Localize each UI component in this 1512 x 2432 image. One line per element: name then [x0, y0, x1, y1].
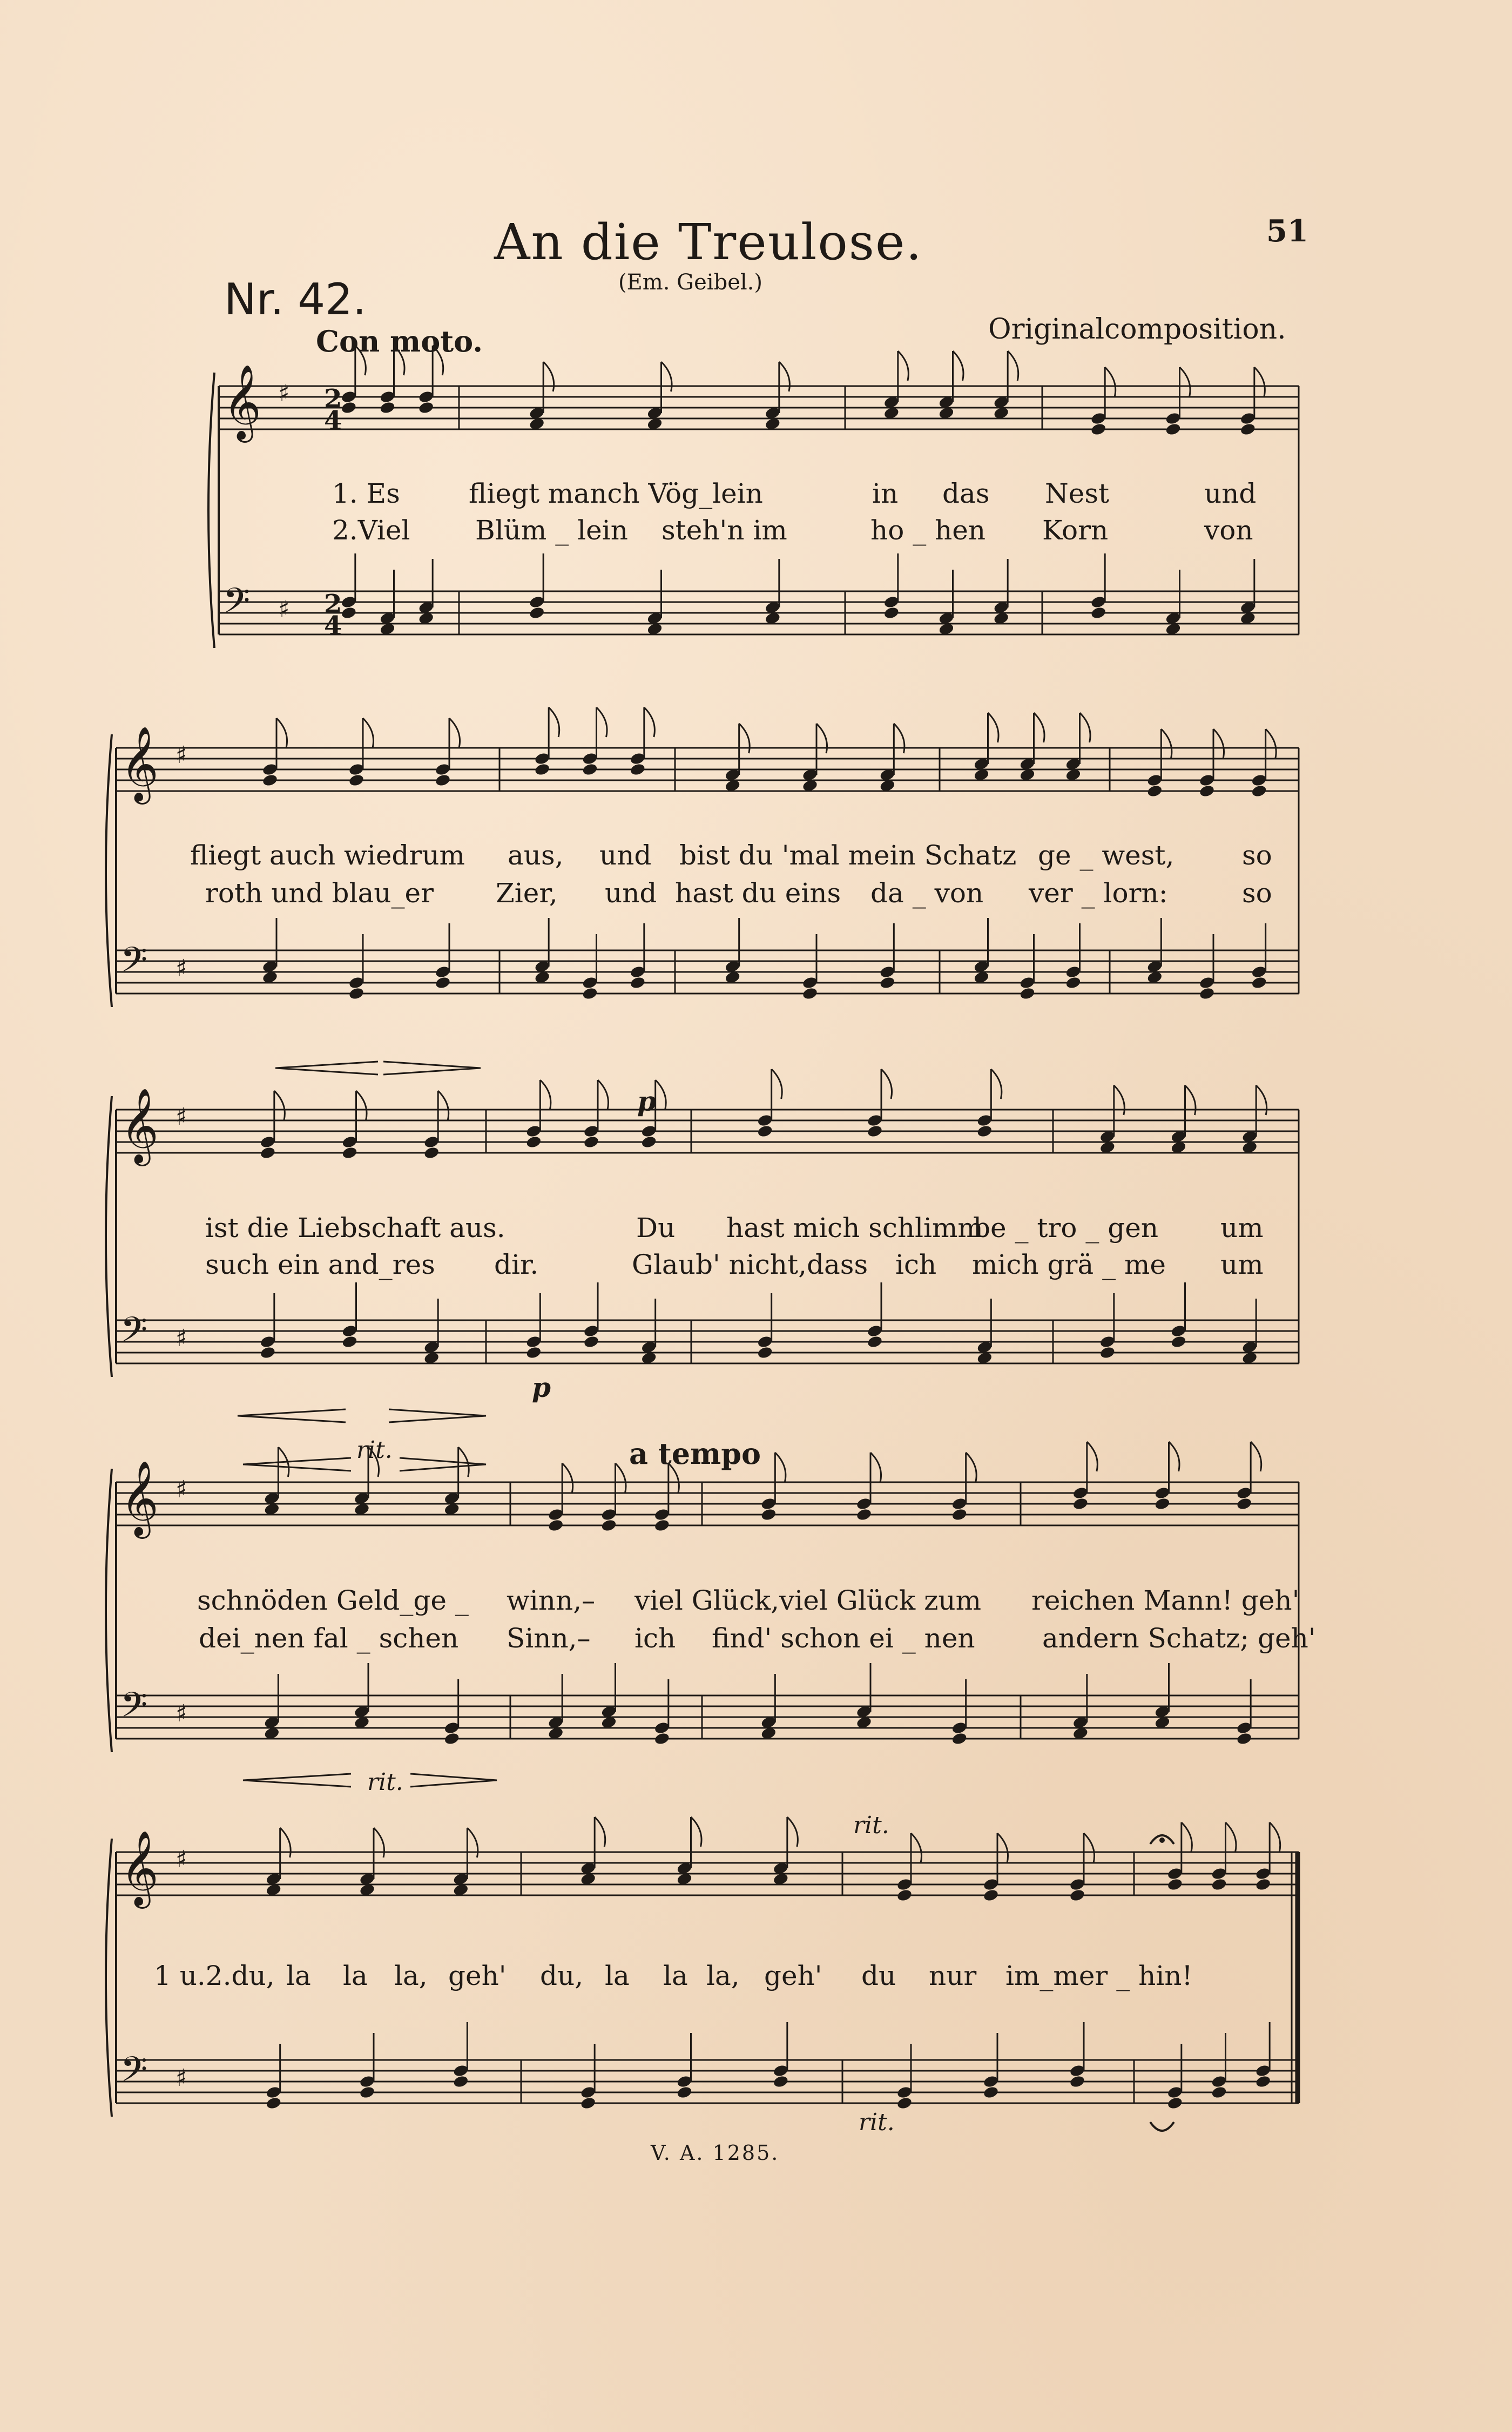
note-flag — [911, 1833, 922, 1863]
note-flag — [394, 346, 405, 375]
time-signature-numerator: 2 — [324, 589, 342, 619]
time-signature-denominator: 4 — [324, 406, 342, 436]
ritardando-mark: rit. — [859, 2109, 895, 2136]
treble-clef-icon: 𝄞 — [120, 1088, 159, 1163]
lyric: find' schon ei _ nen — [712, 1623, 975, 1654]
note-flag — [595, 1817, 605, 1847]
note-head — [1251, 976, 1267, 990]
note-flag — [562, 1463, 573, 1493]
lyric: um — [1220, 1212, 1264, 1244]
note-flag — [280, 1828, 291, 1857]
note-head — [1090, 606, 1107, 620]
fermata-icon — [1150, 2122, 1174, 2131]
tempo-marking: Con moto. — [316, 324, 483, 359]
note-flag — [953, 351, 964, 381]
note-flag — [662, 362, 672, 391]
note-head — [1099, 1346, 1116, 1360]
note-flag — [598, 1080, 609, 1110]
bass-clef-icon: 𝄢 — [120, 940, 148, 989]
lyric: Zier, — [496, 877, 558, 909]
note-head — [435, 976, 451, 990]
sharp-icon: ♯ — [176, 955, 187, 982]
lyric: la — [343, 1960, 368, 1991]
note-flag — [656, 1080, 666, 1110]
note-flag — [1180, 367, 1191, 397]
note-flag — [1254, 367, 1265, 397]
note-flag — [779, 362, 790, 391]
lyric: andern Schatz; geh' — [1042, 1623, 1316, 1654]
lyric: im_mer _ hin! — [1005, 1960, 1193, 1991]
note-head — [1072, 1497, 1089, 1511]
note-head — [1146, 784, 1163, 798]
decrescendo-hairpin — [400, 1458, 486, 1471]
note-flag — [881, 1069, 892, 1099]
note-head — [525, 1346, 542, 1360]
note-flag — [775, 1453, 786, 1482]
note-flag — [597, 707, 608, 737]
note-head — [951, 1732, 968, 1746]
note-head — [757, 1346, 773, 1360]
note-head — [260, 1146, 276, 1160]
brace — [106, 734, 112, 1007]
lyric: da _ von — [870, 877, 984, 909]
lyric: und — [1204, 478, 1257, 509]
note-head — [1090, 422, 1107, 436]
ritardando-mark: rit. — [356, 1436, 393, 1464]
brace — [106, 1096, 112, 1377]
lyric: dir. — [494, 1249, 539, 1280]
note-flag — [438, 1091, 449, 1120]
brace — [208, 373, 214, 648]
note-head — [443, 1732, 460, 1746]
lyric: so — [1242, 840, 1272, 871]
note-head — [260, 1346, 276, 1360]
sharp-icon: ♯ — [176, 1846, 187, 1873]
lyric: fliegt manch Vög_lein — [469, 478, 763, 509]
sharp-icon: ♯ — [176, 2064, 187, 2092]
lyric: von — [1204, 515, 1253, 546]
note-head — [1211, 1877, 1227, 1891]
note-head — [418, 401, 435, 415]
note-flag — [1256, 1085, 1267, 1115]
note-head — [856, 1508, 873, 1522]
note-flag — [1008, 351, 1018, 381]
note-head — [896, 1888, 913, 1902]
lyric: Korn — [1042, 515, 1109, 546]
note-flag — [433, 346, 443, 375]
composition-note: Originalcomposition. — [988, 313, 1286, 346]
sharp-icon: ♯ — [176, 1476, 187, 1503]
lyric: du — [861, 1960, 896, 1991]
note-head — [1211, 2085, 1227, 2099]
note-flag — [1105, 367, 1116, 397]
lyric: be _ tro _ gen — [973, 1212, 1159, 1244]
treble-clef-icon: 𝄞 — [120, 1830, 159, 1906]
note-flag — [1114, 1085, 1125, 1115]
note-flag — [374, 1828, 384, 1857]
bass-clef-icon: 𝄢 — [120, 1685, 148, 1734]
note-flag — [274, 1091, 285, 1120]
note-head — [896, 2096, 913, 2110]
note-head — [348, 773, 365, 787]
lyric: in — [872, 478, 899, 509]
lyric: mich grä _ me — [972, 1249, 1166, 1280]
note-head — [262, 773, 279, 787]
lyric: nur — [929, 1960, 977, 1991]
note-head — [583, 1335, 600, 1349]
song-number: Nr. 42. — [224, 274, 367, 325]
brace — [106, 1839, 112, 2117]
sharp-icon: ♯ — [176, 1700, 187, 1727]
note-flag — [997, 1833, 1008, 1863]
note-head — [1251, 784, 1267, 798]
lyric: Nest — [1045, 478, 1110, 509]
note-head — [341, 401, 357, 415]
note-head — [600, 1518, 617, 1532]
note-flag — [543, 362, 554, 391]
lyric: ist die Liebschaft aus. — [205, 1212, 505, 1244]
brace — [106, 1469, 112, 1752]
lyric: la — [605, 1960, 630, 1991]
lyric: ich — [634, 1623, 676, 1654]
note-head — [951, 1508, 968, 1522]
treble-clef-icon: 𝄞 — [120, 1461, 159, 1536]
note-head — [582, 762, 598, 776]
note-head — [348, 987, 365, 1001]
note-flag — [1251, 1442, 1261, 1471]
crescendo-hairpin — [243, 1458, 351, 1471]
crescendo-hairpin — [238, 1409, 346, 1422]
lyric: viel Glück,viel Glück zum — [634, 1585, 982, 1616]
lyric: aus, — [508, 840, 564, 871]
lyric: du, — [540, 1960, 584, 1991]
note-head — [1236, 1497, 1253, 1511]
note-flag — [1084, 1833, 1095, 1863]
time-signature-numerator: 2 — [324, 384, 342, 414]
note-head — [341, 606, 357, 620]
lyric: hast mich schlimm — [726, 1212, 983, 1244]
treble-clef-icon: 𝄞 — [223, 364, 261, 440]
time-signature-denominator: 4 — [324, 611, 342, 641]
note-head — [1170, 1335, 1187, 1349]
fermata-dot — [1159, 1837, 1165, 1843]
note-flag — [898, 351, 909, 381]
note-head — [630, 762, 646, 776]
note-head — [983, 1888, 1000, 1902]
lyric: geh' — [448, 1960, 507, 1991]
lyric: Blüm _ lein — [475, 515, 628, 546]
note-head — [976, 1124, 993, 1138]
note-flag — [870, 1453, 881, 1482]
note-head — [1236, 1732, 1253, 1746]
decrescendo-hairpin — [410, 1774, 497, 1787]
sharp-icon: ♯ — [278, 380, 290, 407]
lyric: ge _ west, — [1038, 840, 1174, 871]
note-flag — [1161, 729, 1172, 759]
note-flag — [467, 1828, 478, 1857]
sharp-icon: ♯ — [176, 1325, 187, 1352]
lyric: geh' — [764, 1960, 822, 1991]
note-head — [630, 976, 646, 990]
note-head — [1167, 1877, 1184, 1891]
bass-clef-icon: 𝄢 — [120, 2050, 148, 2098]
note-flag — [549, 707, 559, 737]
lyric: ver _ lorn: — [1029, 877, 1168, 909]
lyric: das — [942, 478, 990, 509]
note-flag — [1034, 713, 1045, 742]
note-head — [583, 1135, 600, 1149]
note-flag — [1182, 1822, 1192, 1852]
lyric: dei_nen fal _ schen — [199, 1623, 459, 1654]
note-head — [1255, 1877, 1272, 1891]
lyric: und — [605, 877, 657, 909]
note-flag — [894, 724, 905, 753]
decrescendo-hairpin — [275, 1062, 378, 1075]
note-head — [525, 1135, 542, 1149]
note-head — [1167, 2096, 1184, 2110]
note-head — [529, 606, 545, 620]
lyric: ich — [895, 1249, 937, 1280]
note-flag — [616, 1463, 626, 1493]
sharp-icon: ♯ — [176, 1103, 187, 1131]
note-head — [802, 987, 819, 1001]
lyric: um — [1220, 1249, 1264, 1280]
lyric: schnöden Geld_ge _ — [197, 1585, 469, 1616]
lyric: winn,– — [507, 1585, 596, 1616]
note-head — [1240, 422, 1257, 436]
note-flag — [787, 1817, 798, 1847]
note-flag — [816, 724, 827, 753]
note-flag — [1266, 729, 1277, 759]
lyric: 1. Es — [332, 478, 400, 509]
note-head — [534, 762, 551, 776]
note-head — [867, 1335, 883, 1349]
note-head — [341, 1146, 358, 1160]
note-head — [867, 1124, 883, 1138]
a-tempo-mark: a tempo — [629, 1436, 761, 1471]
note-flag — [355, 346, 366, 375]
lyric: la — [286, 1960, 311, 1991]
dynamic-piano: p — [637, 1085, 656, 1117]
lyric: steh'n im — [662, 515, 787, 546]
lyric: und — [599, 840, 652, 871]
note-flag — [1087, 1442, 1098, 1471]
plate-number: V. A. 1285. — [651, 2141, 780, 2165]
lyric: reichen Mann! geh' — [1031, 1585, 1300, 1616]
note-head — [1255, 2075, 1272, 2089]
lyric: ho _ hen — [870, 515, 986, 546]
lyric: 2.Viel — [332, 515, 410, 546]
note-flag — [356, 1091, 367, 1120]
note-head — [676, 2085, 693, 2099]
lyric: 1 u.2.du, — [154, 1960, 275, 1991]
lyric: Sinn,– — [507, 1623, 591, 1654]
note-head — [1069, 2075, 1086, 2089]
note-flag — [772, 1069, 782, 1099]
note-head — [341, 1335, 358, 1349]
lyric: so — [1242, 877, 1272, 909]
note-head — [1154, 1497, 1171, 1511]
note-head — [1019, 987, 1036, 1001]
note-flag — [1169, 1442, 1180, 1471]
note-flag — [988, 713, 999, 742]
note-head — [379, 401, 396, 415]
ritardando-mark: rit. — [853, 1812, 889, 1839]
note-head — [883, 606, 900, 620]
sharp-icon: ♯ — [176, 741, 187, 769]
note-head — [1069, 1888, 1086, 1902]
note-flag — [1080, 713, 1091, 742]
note-head — [983, 2085, 1000, 2099]
note-head — [423, 1146, 440, 1160]
lyric: roth und blau_er — [205, 877, 434, 909]
note-head — [1165, 422, 1182, 436]
lyric: Du — [636, 1212, 676, 1244]
note-flag — [644, 707, 655, 737]
note-flag — [966, 1453, 977, 1482]
poet-credit: (Em. Geibel.) — [618, 270, 762, 295]
note-head — [654, 1518, 671, 1532]
decrescendo-hairpin — [383, 1062, 481, 1075]
note-head — [773, 2075, 789, 2089]
bass-clef-icon: 𝄢 — [223, 581, 251, 630]
note-head — [760, 1508, 777, 1522]
lyric: fliegt auch wiedrum — [190, 840, 465, 871]
lyric: bist du 'mal mein Schatz — [679, 840, 1017, 871]
page-number: 51 — [1266, 213, 1308, 249]
lyric: Glaub' nicht,dass — [632, 1249, 868, 1280]
sharp-icon: ♯ — [278, 596, 290, 623]
note-head — [757, 1124, 773, 1138]
note-flag — [991, 1069, 1002, 1099]
ritardando-mark: rit. — [367, 1768, 403, 1796]
note-head — [879, 976, 896, 990]
note-head — [435, 773, 451, 787]
note-head — [1199, 987, 1216, 1001]
note-head — [453, 2075, 469, 2089]
bass-clef-icon: 𝄢 — [120, 1310, 148, 1359]
note-flag — [1185, 1085, 1196, 1115]
note-flag — [449, 718, 460, 748]
lyric: la — [663, 1960, 688, 1991]
note-head — [359, 2085, 376, 2099]
note-flag — [739, 724, 750, 753]
note-flag — [363, 718, 374, 748]
lyric: la, — [394, 1960, 428, 1991]
note-flag — [691, 1817, 702, 1847]
note-head — [1199, 784, 1216, 798]
note-flag — [1270, 1822, 1280, 1852]
crescendo-hairpin — [243, 1774, 351, 1787]
treble-clef-icon: 𝄞 — [120, 726, 159, 801]
note-head — [640, 1135, 657, 1149]
note-flag — [540, 1080, 551, 1110]
note-head — [580, 2096, 597, 2110]
note-head — [265, 2096, 282, 2110]
lyric: hast du eins — [675, 877, 841, 909]
note-head — [548, 1518, 564, 1532]
lyric: such ein and_res — [205, 1249, 435, 1280]
lyric: la, — [706, 1960, 740, 1991]
note-head — [582, 987, 598, 1001]
note-flag — [1226, 1822, 1237, 1852]
note-head — [654, 1732, 671, 1746]
dynamic-piano: p — [532, 1372, 551, 1403]
note-flag — [1213, 729, 1224, 759]
decrescendo-hairpin — [389, 1409, 486, 1422]
song-title: An die Treulose. — [494, 213, 923, 271]
note-head — [1065, 976, 1082, 990]
note-flag — [276, 718, 287, 748]
